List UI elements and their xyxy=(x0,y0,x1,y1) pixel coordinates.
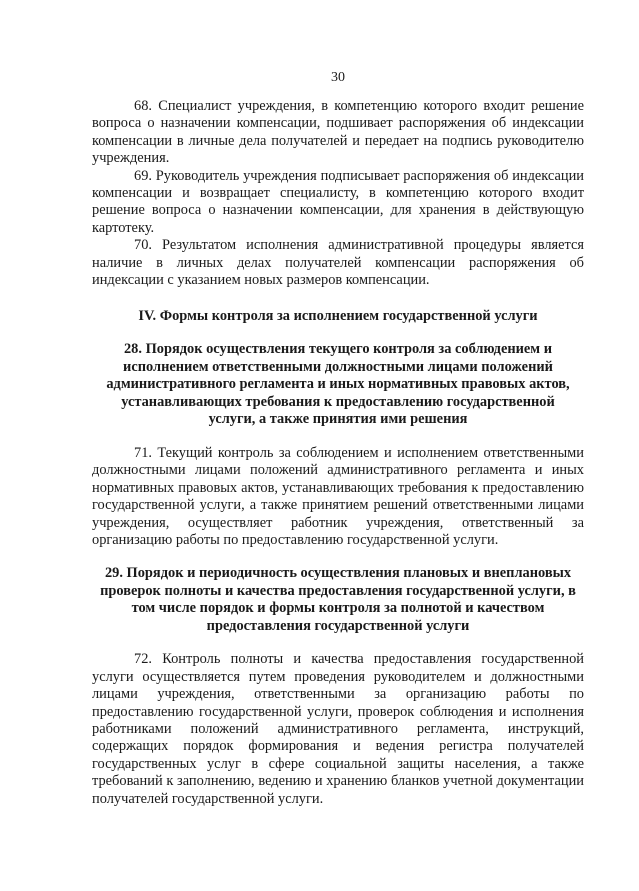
spacer xyxy=(92,635,584,651)
spacer xyxy=(92,325,584,341)
page-number: 30 xyxy=(331,70,345,85)
paragraph-72: 72. Контроль полноты и качества предоставления государственной услуги осуществляется путем проведения руководителем и должностными лицами учреждения, ответственными за организацию работы по предоставлению государственной услуги, проверок соблюдения и исполнения работниками положений административного регламента, инструкций, содержащих порядок формирования и ведения регистра получателей государственных услуг в сфере социальной защиты населения, а также требований к заполнению, ведению и хранению бланков учетной документации получателей государственной услуги. xyxy=(92,651,584,807)
spacer xyxy=(92,289,584,307)
subsection-28-title: 28. Порядок осуществления текущего контроля за соблюдением и исполнением ответственными должностными лицами положений административного регламента и иных нормативных правовых актов, устанавливающих требования к предоставлению государственной услуги, а также принятия ими решения xyxy=(106,341,570,428)
section-title: IV. Формы контроля за исполнением государственной услуги xyxy=(138,308,538,325)
spacer xyxy=(92,429,584,445)
paragraph-71: 71. Текущий контроль за соблюдением и исполнением ответственными должностными лицами положений административного регламента и иных нормативных правовых актов, устанавливающих требования к предоставлению государственной услуги, а также принятием решений ответственными лицами учреждения, осуществляет работник учреждения, ответственный за организацию работы по предоставлению государственной услуги. xyxy=(92,444,584,548)
paragraph-68: 68. Специалист учреждения, в компетенцию которого входит решение вопроса о назначении компенсации, подшивает распоряжения об индексации компенсации в личные дела получателей и передает на подпись руководителю учреждения. xyxy=(92,98,584,167)
paragraph-70: 70. Результатом исполнения административной процедуры является наличие в личных делах получателей компенсации распоряжения об индексации с указанием новых размеров компенсации. xyxy=(92,237,584,289)
spacer xyxy=(92,549,584,565)
subsection-29-title: 29. Порядок и периодичность осуществления плановых и внеплановых проверок полноты и качества предоставления государственной услуги, в том числе порядок и формы контроля за полнотой и качеством предоставления государственной услуги xyxy=(100,565,576,634)
paragraph-69: 69. Руководитель учреждения подписывает распоряжения об индексации компенсации и возвращает специалисту, в компетенцию которого входит решение вопроса о назначении компенсации, для хранения в действующую картотеку. xyxy=(92,167,584,236)
document-body xyxy=(92,98,584,808)
